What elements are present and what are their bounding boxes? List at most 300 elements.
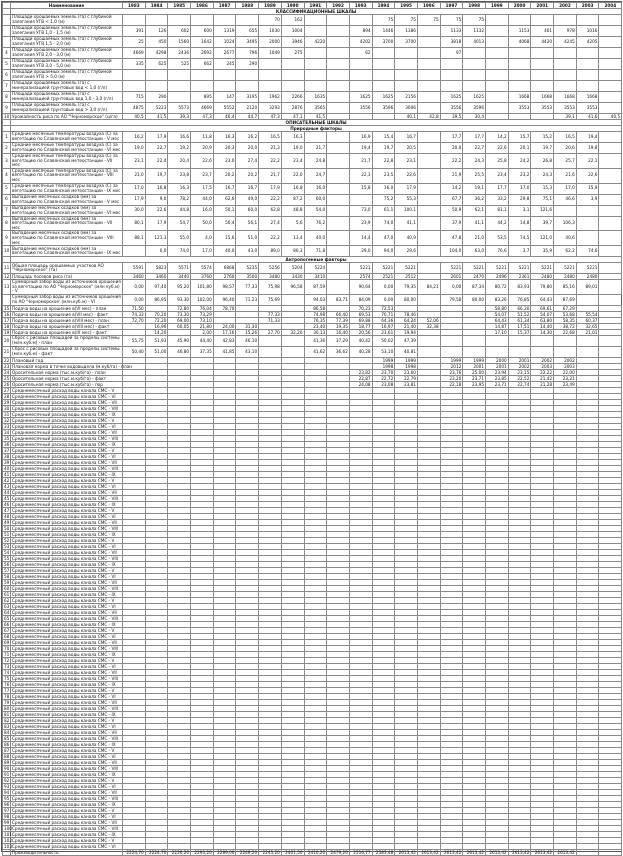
row-name: Среднемесячный расход воды канала СМС - VII xyxy=(11,489,123,495)
table-cell: 64,36 xyxy=(372,317,395,323)
table-cell xyxy=(486,26,509,37)
table-cell xyxy=(417,59,440,70)
table-cell: 37,29 xyxy=(327,335,350,346)
table-cell: 21,7 xyxy=(259,168,282,183)
row-index: 8 xyxy=(3,92,11,103)
table-cell: 23,7 xyxy=(191,168,214,183)
table-cell: 78,46 xyxy=(395,311,418,317)
header-year: 1986 xyxy=(191,3,214,9)
table-cell xyxy=(576,216,599,231)
table-cell: 62,2 xyxy=(554,246,577,257)
table-cell: 2613,42 xyxy=(463,849,486,855)
table-row xyxy=(3,103,622,114)
table-cell: 20,3 xyxy=(213,143,236,154)
table-cell: 3946 xyxy=(281,37,304,48)
table-cell: 19,0 xyxy=(281,143,304,154)
row-index: 39 xyxy=(4,459,10,465)
table-cell: 46,10 xyxy=(236,335,259,346)
table-cell: 75 xyxy=(372,15,395,26)
row-name: Среднемесячный расход воды канала СМС - VI xyxy=(11,813,123,819)
row-index xyxy=(3,849,11,855)
table-cell: 5221 xyxy=(486,263,509,274)
table-cell xyxy=(417,48,440,59)
table-cell: 3818 xyxy=(440,37,463,48)
table-cell xyxy=(576,81,599,92)
table-cell: 978 xyxy=(554,26,577,37)
table-cell: 3006 xyxy=(395,103,418,114)
table-cell: 21,7 xyxy=(349,154,372,169)
table-cell: 5223 xyxy=(145,103,168,114)
table-cell: 2000 xyxy=(486,357,509,363)
table-cell: 21,42 xyxy=(531,375,554,381)
table-cell: 17,16 xyxy=(213,329,236,335)
row-index xyxy=(3,294,11,305)
table-cell: 16,5 xyxy=(554,132,577,143)
table-cell: 22,18 xyxy=(440,381,463,387)
table-cell: 4298 xyxy=(145,48,168,59)
table-cell xyxy=(327,81,350,92)
table-cell xyxy=(531,81,554,92)
table-cell: 2226,20 xyxy=(168,849,191,855)
row-index: 101 xyxy=(4,831,12,837)
table-cell: 75 xyxy=(395,15,418,26)
table-cell xyxy=(508,346,531,357)
header-year: 2004 xyxy=(599,3,622,9)
table-cell: 44,40 xyxy=(191,335,214,346)
table-cell: 75,1 xyxy=(531,194,554,205)
table-cell: 23,21 xyxy=(554,375,577,381)
table-cell: 0,00 xyxy=(440,280,463,295)
table-cell: 2480 xyxy=(554,274,577,280)
header-year: 1983 xyxy=(123,3,146,9)
table-cell: 16,3 xyxy=(213,132,236,143)
table-cell xyxy=(304,132,327,143)
table-cell: 25 xyxy=(123,37,146,48)
row-index: 96 xyxy=(4,801,10,807)
table-cell xyxy=(417,263,440,274)
row-index: 73 xyxy=(4,663,10,669)
row-name: Подача воды на орошение в(VI мес) - план xyxy=(11,305,123,311)
row-index: 13 xyxy=(3,280,11,295)
table-cell xyxy=(281,335,304,346)
table-cell: 21,0 xyxy=(123,168,146,183)
table-cell: 76,6 xyxy=(486,246,509,257)
table-cell: 79,58 xyxy=(440,294,463,305)
table-cell: 24,8 xyxy=(304,154,327,169)
table-cell: 75,2 xyxy=(372,194,395,205)
table-cell xyxy=(486,48,509,59)
row-name: Среднемесячный расход воды канала СМС - VI xyxy=(11,453,123,459)
row-name: Среднемесячный расход воды канала СМС - IX xyxy=(11,651,123,657)
table-cell: 17,9 xyxy=(259,183,282,194)
table-cell: 2436 xyxy=(168,48,191,59)
table-cell: 2002 xyxy=(554,357,577,363)
table-cell: 5221 xyxy=(576,263,599,274)
table-cell xyxy=(531,15,554,26)
table-cell: 3700 xyxy=(372,37,395,48)
table-cell: 625 xyxy=(145,59,168,70)
row-index: 92 xyxy=(4,777,10,783)
table-row xyxy=(3,48,622,59)
table-cell: 40,9 xyxy=(395,231,418,246)
table-cell: 47,39 xyxy=(395,335,418,346)
row-name: Среднемесячный расход воды канала СМС - V xyxy=(11,837,123,843)
table-cell: 2613,42 xyxy=(508,849,531,855)
table-cell: 87,2 xyxy=(281,194,304,205)
table-row xyxy=(3,194,622,205)
row-index: 9 xyxy=(3,103,11,114)
table-cell xyxy=(372,81,395,92)
table-cell xyxy=(145,70,168,81)
table-cell: 30,13 xyxy=(304,329,327,335)
table-cell xyxy=(349,59,372,70)
table-cell: 1668 xyxy=(554,92,577,103)
section-title: КЛАССИФИКАЦИОННЫЕ ШКАЛЫ xyxy=(11,9,622,15)
table-cell xyxy=(281,81,304,92)
table-cell: 46,80 xyxy=(168,346,191,357)
table-cell: 97,40 xyxy=(145,280,168,295)
table-cell: 76,2 xyxy=(304,216,327,231)
row-name: Подача воды на орошение в(IX мес) - факт xyxy=(11,329,123,335)
table-cell xyxy=(349,15,372,26)
table-cell xyxy=(599,231,622,246)
table-cell xyxy=(554,81,577,92)
row-index: 42 xyxy=(4,477,10,483)
table-cell: 2001 xyxy=(508,357,531,363)
table-cell: 19,94 xyxy=(395,329,418,335)
table-cell: 70,23 xyxy=(349,305,372,311)
table-cell xyxy=(486,346,509,357)
table-cell: 16,0 xyxy=(304,183,327,194)
table-cell: 41,1 xyxy=(395,216,418,231)
table-cell: 22,87 xyxy=(349,375,372,381)
table-cell: 71,8 xyxy=(304,246,327,257)
table-cell xyxy=(599,216,622,231)
table-cell: 1625 xyxy=(440,92,463,103)
row-index: 7 xyxy=(3,205,11,216)
table-cell: 1446 xyxy=(372,26,395,37)
table-cell: 16,3 xyxy=(168,183,191,194)
table-cell: 290 xyxy=(145,92,168,103)
table-cell xyxy=(463,346,486,357)
table-cell: 4669 xyxy=(191,103,214,114)
table-cell: 15,7 xyxy=(508,132,531,143)
table-cell: 3195 xyxy=(236,92,259,103)
table-cell: 81,1 xyxy=(486,205,509,216)
table-cell: 21,0 xyxy=(463,231,486,246)
table-cell: 39,1 xyxy=(554,114,577,120)
table-cell: 162 xyxy=(281,15,304,26)
table-cell: 15,37 xyxy=(508,329,531,335)
row-name: Среднемесячный расход воды канала СМС - VI xyxy=(11,783,123,789)
table-cell: 25,8 xyxy=(486,154,509,169)
table-cell xyxy=(440,70,463,81)
table-cell: 0,00 xyxy=(372,294,395,305)
table-cell: 126 xyxy=(145,26,168,37)
table-cell: 94,03 xyxy=(304,294,327,305)
row-index: 78 xyxy=(4,693,10,699)
table-cell: 23,71 xyxy=(463,375,486,381)
section-title: ОПИСАТЕЛЬНЫЕ ШКАЛЫ xyxy=(11,120,622,126)
table-cell xyxy=(168,70,191,81)
table-cell: 25,00 xyxy=(463,369,486,375)
row-index: 38 xyxy=(4,453,10,459)
table-cell: 73,29 xyxy=(191,311,214,317)
table-cell: 66,40 xyxy=(327,311,350,317)
table-cell: 16,8 xyxy=(145,183,168,194)
table-cell: 51,52 xyxy=(508,311,531,317)
table-cell: 51,00 xyxy=(145,346,168,357)
table-cell: 4202 xyxy=(349,37,372,48)
row-name: Среднемесячный расход воды канала СМС - VII xyxy=(11,729,123,735)
row-index: 26 xyxy=(4,381,10,387)
table-cell: 76,04 xyxy=(191,305,214,311)
row-name: Площади орошаемых земель (га) с минерализацией грунтовых вод < 1,0 (г/л) xyxy=(11,81,123,92)
table-cell xyxy=(531,335,554,346)
row-index: 4 xyxy=(3,48,11,59)
table-cell: 5221 xyxy=(554,263,577,274)
table-cell: 3553 xyxy=(554,103,577,114)
table-cell: 75 xyxy=(440,15,463,26)
table-cell xyxy=(327,92,350,103)
row-index: 98 xyxy=(4,813,10,819)
row-name: Среднемесячный расход воды канала СМС - VII xyxy=(11,459,123,465)
table-cell: 715 xyxy=(123,92,146,103)
table-cell: 895 xyxy=(191,92,214,103)
table-cell: 41,6 xyxy=(576,114,599,120)
row-index: 62 xyxy=(4,597,10,603)
table-cell: 49,0 xyxy=(236,194,259,205)
table-cell: 3,9 xyxy=(576,194,599,205)
table-cell: 19,7 xyxy=(145,168,168,183)
table-cell: 64,24 xyxy=(395,317,418,323)
table-cell: 655 xyxy=(236,26,259,37)
table-cell: 22,2 xyxy=(259,231,282,246)
table-cell: 75 xyxy=(417,15,440,26)
row-name: Среднемесячный расход воды канала СМС - IX xyxy=(11,801,123,807)
table-cell: 0,00 xyxy=(372,280,395,295)
table-cell: 2613,42 xyxy=(440,849,463,855)
table-cell: 73,30 xyxy=(168,311,191,317)
table-cell: 84,09 xyxy=(349,294,372,305)
table-cell: 17,9 xyxy=(145,132,168,143)
row-index: 93 xyxy=(4,783,10,789)
row-name: Среднемесячный расход воды канала СМС - VIII xyxy=(11,765,123,771)
row-index: 44 xyxy=(4,489,10,495)
table-cell xyxy=(327,132,350,143)
table-cell xyxy=(236,15,259,26)
table-cell: 22,7 xyxy=(463,143,486,154)
table-cell xyxy=(599,246,622,257)
table-cell: 23,71 xyxy=(486,381,509,387)
table-cell: 47,8 xyxy=(440,231,463,246)
row-name: Среднемесячный расход воды канала СМС - VII xyxy=(11,759,123,765)
row-index: 84 xyxy=(4,729,10,735)
table-cell: 1625 xyxy=(463,92,486,103)
table-cell: 4669 xyxy=(123,48,146,59)
table-cell: 3430 xyxy=(281,274,304,280)
table-cell xyxy=(599,15,622,26)
table-cell: 1030 xyxy=(259,26,282,37)
row-name: Среднемесячный расход воды канала СМС - VI xyxy=(11,573,123,579)
row-index: 41 xyxy=(4,471,10,477)
table-cell: 21,3 xyxy=(259,143,282,154)
table-row xyxy=(3,26,622,37)
row-index: 71 xyxy=(4,651,10,657)
table-cell xyxy=(599,335,622,346)
table-cell xyxy=(259,335,282,346)
row-index: 94 xyxy=(4,789,10,795)
table-cell: 3495 xyxy=(236,37,259,48)
table-cell: 21,6 xyxy=(554,168,577,183)
row-name: Среднемесячный расход воды канала СМС - VIII xyxy=(11,555,123,561)
table-cell: 2410,20 xyxy=(304,849,327,855)
table-cell xyxy=(599,37,622,48)
table-cell: 61,34 xyxy=(508,317,531,323)
table-cell: 42,83 xyxy=(213,335,236,346)
table-row xyxy=(3,132,622,143)
table-cell: 121,3 xyxy=(145,231,168,246)
table-cell: 3460 xyxy=(145,274,168,280)
table-cell: 22,79 xyxy=(395,375,418,381)
table-cell: 1560 xyxy=(168,37,191,48)
table-cell xyxy=(486,335,509,346)
table-cell: 87,59 xyxy=(304,280,327,295)
row-index: 76 xyxy=(4,681,10,687)
row-name: Среднемесячный расход воды канала СМС - V xyxy=(11,477,123,483)
table-cell: 22,8 xyxy=(372,154,395,169)
table-cell: 17,7 xyxy=(440,132,463,143)
table-cell: 147 xyxy=(213,92,236,103)
table-cell: 21,01 xyxy=(576,329,599,335)
table-cell xyxy=(213,70,236,81)
table-cell: 15,3 xyxy=(531,183,554,194)
row-index: 55 xyxy=(4,555,10,561)
table-cell: 17,5 xyxy=(191,183,214,194)
table-cell: 30,0 xyxy=(123,205,146,216)
table-cell xyxy=(417,92,440,103)
table-cell: 2289,00 xyxy=(213,849,236,855)
table-cell xyxy=(327,59,350,70)
table-cell: 2245,20 xyxy=(259,849,282,855)
row-index: 91 xyxy=(4,771,10,777)
table-cell: 14,4 xyxy=(349,231,372,246)
table-cell: 79,80 xyxy=(531,280,554,295)
table-cell: 43,0 xyxy=(236,246,259,257)
row-index: 51 xyxy=(4,531,10,537)
table-cell: 80,1 xyxy=(123,216,146,231)
table-cell xyxy=(508,48,531,59)
row-index: 83 xyxy=(4,723,10,729)
table-cell xyxy=(327,246,350,257)
table-cell: 3410 xyxy=(304,274,327,280)
table-cell xyxy=(168,92,191,103)
table-cell xyxy=(531,59,554,70)
table-cell: 19,7 xyxy=(372,143,395,154)
table-cell: 17,9 xyxy=(145,216,168,231)
table-cell: 60,0 xyxy=(236,205,259,216)
table-cell: 62,1 xyxy=(463,205,486,216)
header-year: 1993 xyxy=(349,3,372,9)
row-name: Средние месячные температуры воздуха (С) за вегетацию по Славянской метеостанции - VII мес xyxy=(11,154,123,169)
table-cell: 2001 xyxy=(463,363,486,369)
table-cell: 3440 xyxy=(168,274,191,280)
row-index: 68 xyxy=(4,633,10,639)
table-cell: 5591 xyxy=(123,263,146,274)
table-cell: 5552 xyxy=(213,103,236,114)
row-index: 58 xyxy=(4,573,10,579)
table-cell: 25,5 xyxy=(463,168,486,183)
table-cell: 4205 xyxy=(576,37,599,48)
table-cell: 17,9 xyxy=(395,183,418,194)
table-cell xyxy=(531,70,554,81)
row-index: 103 xyxy=(4,843,12,849)
row-name: Среднемесячный расход воды канала СМС - VIII xyxy=(11,585,123,591)
table-cell: 17,0 xyxy=(123,183,146,194)
table-cell xyxy=(599,26,622,37)
table-cell: 72,70 xyxy=(123,317,146,323)
table-cell: 35,9 xyxy=(531,246,554,257)
table-cell: 79,35 xyxy=(395,280,418,295)
row-name: Среднемесячный расход воды канала СМС - VIII xyxy=(11,435,123,441)
table-cell: 2760 xyxy=(213,274,236,280)
table-cell xyxy=(395,48,418,59)
table-cell: 1635 xyxy=(304,92,327,103)
table-cell: 23,1 xyxy=(123,154,146,169)
table-cell: 78,70 xyxy=(213,305,236,311)
row-name: Среднемесячный расход воды канала СМС - V xyxy=(11,747,123,753)
table-cell xyxy=(417,132,440,143)
table-cell xyxy=(417,168,440,183)
table-cell: 16,7 xyxy=(395,132,418,143)
row-name: Суммарный забор воды из источников орошения за вегетацию по АО "Черноморское" (млн куб.м) - V xyxy=(12,279,121,294)
table-cell xyxy=(599,132,622,143)
row-name: Подача воды на орошение в(VII мес) - факт xyxy=(11,311,123,317)
table-cell: 51,93 xyxy=(145,335,168,346)
table-cell xyxy=(327,280,350,295)
header-year: 1996 xyxy=(417,3,440,9)
row-name: Плановый год xyxy=(11,357,123,363)
header-year: 1997 xyxy=(440,3,463,9)
table-cell: 22,6 xyxy=(576,168,599,183)
row-index: 20 xyxy=(3,335,11,346)
table-cell: 23,49 xyxy=(554,381,577,387)
table-cell: 23,85 xyxy=(486,375,509,381)
table-cell: 14,30 xyxy=(531,329,554,335)
table-cell: 2224,70 xyxy=(123,849,146,855)
row-index: 97 xyxy=(4,807,10,813)
table-cell xyxy=(417,26,440,37)
table-cell: 4068 xyxy=(508,37,531,48)
table-cell: 290 xyxy=(236,59,259,70)
table-cell: 22,74 xyxy=(508,381,531,387)
row-index: 11 xyxy=(3,263,11,274)
row-name: Плановая норма в точке водовыдела (м.куб/га) - план xyxy=(12,363,133,369)
table-cell: 21,28 xyxy=(531,381,554,387)
row-name: Среднемесячный расход воды канала СМС - VII xyxy=(11,519,123,525)
table-cell xyxy=(463,335,486,346)
table-cell: 450 xyxy=(145,37,168,48)
table-cell: 15,9 xyxy=(576,183,599,194)
table-cell: 1998 xyxy=(395,363,418,369)
table-cell xyxy=(463,48,486,59)
table-cell: 26,8 xyxy=(531,154,554,169)
table-cell: 16,7 xyxy=(236,183,259,194)
table-cell xyxy=(463,81,486,92)
table-cell xyxy=(372,59,395,70)
table-cell xyxy=(440,346,463,357)
table-cell: 22,68 xyxy=(554,329,577,335)
